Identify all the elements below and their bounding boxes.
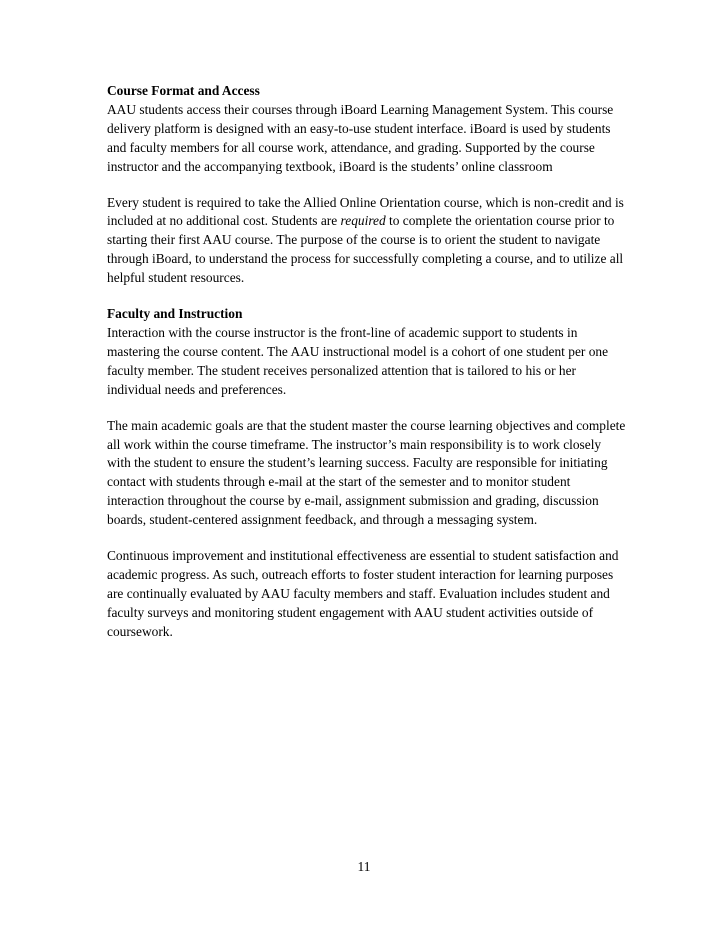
paragraph: The main academic goals are that the student master the course learning objectives and complete all work within the course timeframe. The instructor’s main responsibility is to work closely with the student to ensure the student’s learning success. Faculty are responsible for initiating contact with students through e-mail at the start of the semester and to monitor student interaction throughout the course by e-mail, assignment submission and grading, discussion boards, student-centered assignment feedback, and through a messaging system. xyxy=(107,417,626,528)
section-course-format xyxy=(107,82,627,288)
paragraph: AAU students access their courses through iBoard Learning Management System. This course delivery platform is designed with an easy-to-use student interface. iBoard is used by students and faculty members for all course work, attendance, and grading. Supported by the course instructor and the accompanying textbook, iBoard is the students’ online classroom xyxy=(107,101,614,174)
paragraph-orientation xyxy=(107,194,627,289)
paragraph-text: to complete the orientation course prior to starting their first AAU course. The purpose of the course is to orient the student to navigate through iBoard, to understand the process for successfully completing a course, and to utilize all helpful student resources. xyxy=(107,213,624,286)
section-heading: Faculty and Instruction xyxy=(107,306,243,322)
paragraph: Interaction with the course instructor is the front-line of academic support to students in mastering the course content. The AAU instructional model is a cohort of one student per one faculty member. The student receives personalized attention that is tailored to his or her individual needs and preferences. xyxy=(107,324,609,397)
emphasis-text: required xyxy=(340,213,386,229)
document-page xyxy=(107,82,627,659)
paragraph-text: Every student is required to take the Allied Online Orientation course, which is non-credit and is included at no additional cost. Students are xyxy=(107,194,624,229)
page-number: 11 xyxy=(357,859,371,874)
section-faculty-instruction xyxy=(107,305,627,642)
section-heading: Course Format and Access xyxy=(107,83,260,98)
paragraph: Continuous improvement and institutional effectiveness are essential to student satisfaction and academic progress. As such, outreach efforts to foster student interaction for learning purposes are continually evaluated by AAU faculty members and staff. Evaluation includes student and faculty surveys and monitoring student engagement with AAU student activities outside of coursework. xyxy=(107,548,619,639)
